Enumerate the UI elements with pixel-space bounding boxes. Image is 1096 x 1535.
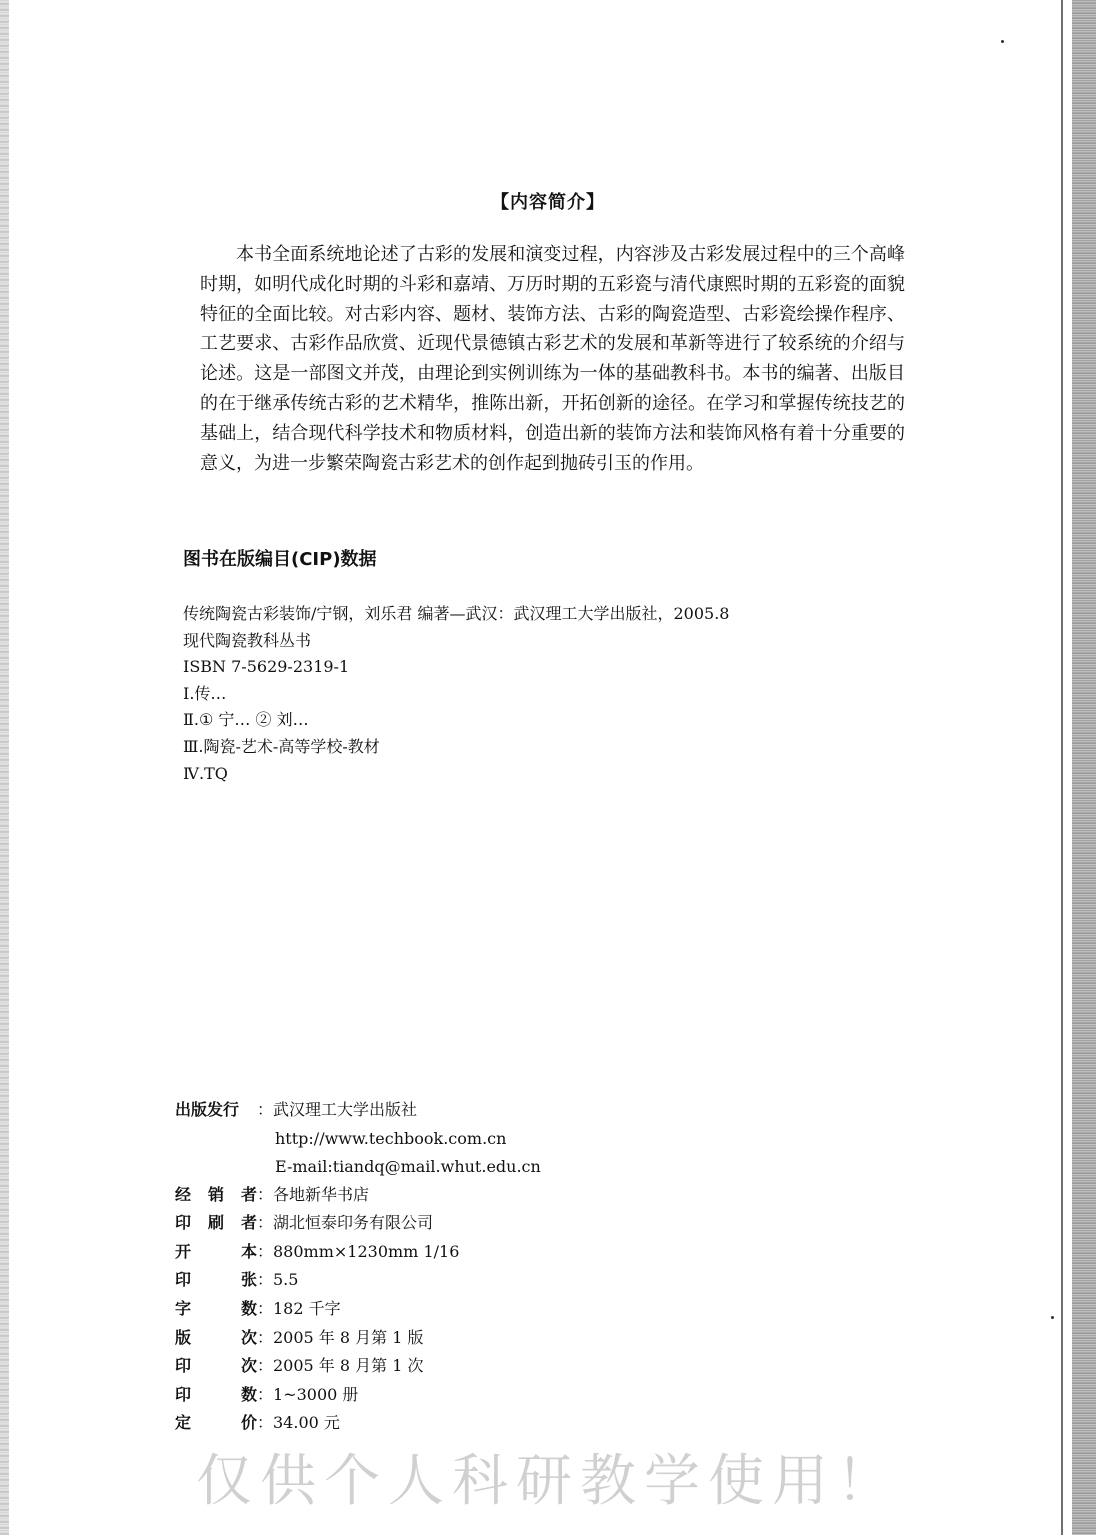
website-row <box>175 1125 735 1153</box>
cip-line: Ⅱ.① 宁… ② 刘… <box>183 710 309 730</box>
publication-row-label: 定 价 <box>175 1413 257 1433</box>
colon: ： <box>257 1298 274 1318</box>
publication-row <box>175 1352 735 1381</box>
publisher-value: 武汉理工大学出版社 <box>273 1100 418 1119</box>
scan-line-right <box>1061 0 1063 1535</box>
cip-line: Ⅲ.陶瓷-艺术-高等学校-教材 <box>183 736 380 756</box>
publication-row-value: 1~3000 册 <box>273 1384 359 1404</box>
colon: ： <box>257 1241 274 1261</box>
cip-line: 现代陶瓷教科丛书 <box>183 630 312 650</box>
publication-row-value: 各地新华书店 <box>273 1184 370 1204</box>
publication-row <box>175 1409 735 1438</box>
publisher-row <box>175 1096 735 1125</box>
colon: ： <box>257 1356 274 1376</box>
publication-row-value: 880mm×1230mm 1/16 <box>273 1241 460 1261</box>
colon: ： <box>257 1413 274 1433</box>
publication-row-label: 经 销 者 <box>175 1184 257 1204</box>
cip-line: Ⅰ.传… <box>183 683 227 703</box>
cip-line: ISBN 7-5629-2319-1 <box>183 657 350 677</box>
publication-rows <box>175 1181 735 1438</box>
colon: ： <box>257 1270 274 1290</box>
publication-row-label: 印 张 <box>175 1270 257 1290</box>
email-row <box>175 1153 735 1181</box>
scan-speck <box>1051 1316 1054 1319</box>
publication-row <box>175 1238 735 1267</box>
colon: ： <box>257 1213 274 1233</box>
publisher-label: 出版发行 <box>175 1100 240 1119</box>
publication-row-label: 印 次 <box>175 1356 257 1376</box>
cip-data-list <box>183 601 883 787</box>
publication-row-label: 印 刷 者 <box>175 1213 257 1233</box>
cip-title: 图书在版编目(CIP)数据 <box>183 549 377 570</box>
publication-row <box>175 1209 735 1238</box>
colon: ： <box>257 1184 274 1204</box>
publication-row-label: 字 数 <box>175 1298 257 1318</box>
publication-row <box>175 1266 735 1295</box>
publication-row-value: 湖北恒泰印务有限公司 <box>273 1213 434 1233</box>
publication-row-value: 5.5 <box>273 1270 299 1290</box>
publication-row <box>175 1381 735 1410</box>
publication-row-value: 2005 年 8 月第 1 版 <box>273 1327 424 1347</box>
publication-row <box>175 1324 735 1353</box>
publication-row-value: 34.00 元 <box>273 1413 340 1433</box>
scan-edge-left <box>0 0 9 1535</box>
colon: ： <box>257 1384 274 1404</box>
publication-row-label: 印 数 <box>175 1384 257 1404</box>
scan-edge-right <box>1072 0 1096 1535</box>
colon: ： <box>257 1327 274 1347</box>
scan-speck <box>1001 40 1004 43</box>
publication-row <box>175 1295 735 1324</box>
publisher-email: E-mail:tiandq@mail.whut.edu.cn <box>275 1156 541 1176</box>
publication-row-label: 开 本 <box>175 1241 257 1261</box>
summary-paragraph: 本书全面系统地论述了古彩的发展和演变过程，内容涉及古彩发展过程中的三个高峰时期，如明代成化时期的斗彩和嘉靖、万历时期的五彩瓷与清代康熙时期的五彩瓷的面貌特征的全面比较。对古彩内容、题材、装饰方法、古彩的陶瓷造型、古彩瓷绘操作程序、工艺要求、古彩作品欣赏、近现代景德镇古彩艺术的发展和革新等进行了较系统的介绍与论述。这是一部图文并茂，由理论到实例训练为一体的基础教科书。本书的编著、出版目的在于继承传统古彩的艺术精华，推陈出新，开拓创新的途径。在学习和掌握传统技艺的基础上，结合现代科学技术和物质材料，创造出新的装饰方法和装饰风格有着十分重要的意义，为进一步繁荣陶瓷古彩艺术的创作起到抛砖引玉的作用。 <box>200 244 905 474</box>
colon: ： <box>257 1100 274 1119</box>
publication-row-value: 2005 年 8 月第 1 次 <box>273 1356 424 1376</box>
summary-heading: 【内容简介】 <box>491 192 605 213</box>
publication-row-label: 版 次 <box>175 1327 257 1347</box>
publication-info <box>175 1096 735 1438</box>
publication-row <box>175 1181 735 1210</box>
watermark: 仅供个人科研教学使用！ <box>196 1449 900 1514</box>
cip-line: 传统陶瓷古彩装饰/宁钢，刘乐君 编著—武汉：武汉理工大学出版社，2005.8 <box>183 604 730 623</box>
cip-line: Ⅳ.TQ <box>183 763 228 783</box>
publisher-website: http://www.techbook.com.cn <box>275 1128 507 1148</box>
publication-row-value: 182 千字 <box>273 1298 341 1318</box>
